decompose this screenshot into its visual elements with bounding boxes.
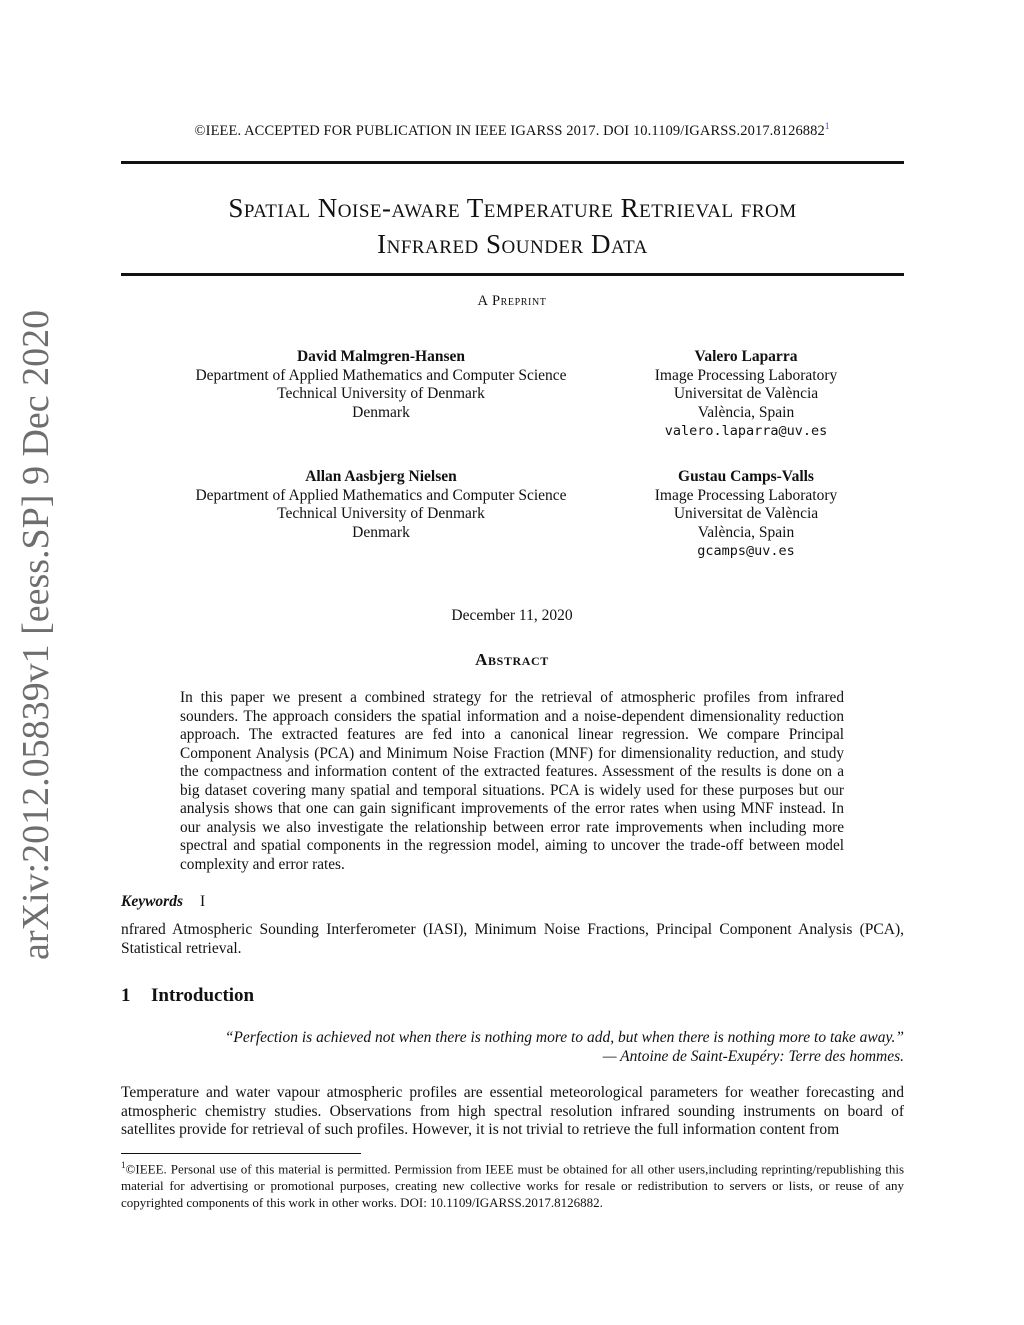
author-block-1: [171, 348, 591, 422]
footnote-rule: [121, 1153, 361, 1154]
publication-date: December 11, 2020: [451, 607, 573, 624]
section-number: 1: [121, 985, 131, 1006]
keywords-first-letter: I: [200, 893, 206, 910]
paper-title-line-2: Infrared Sounder Data: [377, 229, 648, 259]
author-email-link[interactable]: gcamps@uv.es: [697, 543, 795, 559]
intro-paragraph: Temperature and water vapour atmospheric profiles are essential meteorological parameters for weather forecasting and atmospheric chemistry studies. Observations from high spectral resolution infrared sounding instruments on board of satellites provide for retrieval of such profiles. However, it is not trivial to retrieve the full information content from: [121, 1084, 904, 1138]
author-name: Gustau Camps-Valls: [678, 468, 814, 485]
keywords-label: Keywords: [121, 893, 183, 910]
paper-title: [121, 190, 904, 262]
author-block-4: [616, 468, 876, 561]
footnote-mark: 1: [121, 1160, 126, 1170]
footnote-text: ©IEEE. Personal use of this material is permitted. Permission from IEEE must be obtained for all other users,including reprinting/republishing this material for advertising or promotional purposes, creating new collective works for resale or redistribution to servers or lists, or reuse of any copyrighted components of this work in other works. DOI: 10.1109/IGARSS.2017.8126882.: [121, 1161, 904, 1211]
preprint-label: A Preprint: [477, 293, 547, 309]
abstract-text: In this paper we present a combined strategy for the retrieval of atmospheric profiles from infrared sounders. The approach considers the spatial information and a noise-dependent dimensionality reduction approach. The extracted features are fed into a canonical linear regression. We compare Principal Component Analysis (PCA) and Minimum Noise Fraction (MNF) for dimensionality reduction, and study the compactness and information content of the extracted features. Assessment of the results is done on a big dataset covering many spatial and temporal situations. PCA is widely used for these purposes but our analysis shows that one can gain significant improvements of the error rates when using MNF instead. In our analysis we also investigate the relationship between error rate improvements when including more spectral and spatial components in the regression model, aiming to uncover the trade-off between model complexity and error rates.: [180, 689, 844, 873]
epigraph: [121, 1029, 904, 1066]
title-bottom-rule: [121, 273, 904, 276]
abstract-heading: Abstract: [475, 650, 549, 669]
author-institution: Universitat de València: [673, 505, 819, 522]
author-location: València, Spain: [697, 523, 795, 541]
running-header-text: ©IEEE. ACCEPTED FOR PUBLICATION IN IEEE IGARSS 2017. DOI 10.1109/IGARSS.2017.8126882: [194, 122, 825, 139]
author-location: Denmark: [352, 403, 410, 421]
author-institution: Technical University of Denmark: [277, 385, 485, 402]
author-institution: Technical University of Denmark: [277, 505, 485, 522]
epigraph-quote: “Perfection is achieved not when there is nothing more to add, but when there is nothing more to take away.”: [224, 1029, 904, 1046]
epigraph-attribution: — Antoine de Saint-Exupéry: Terre des hommes.: [602, 1047, 904, 1065]
author-email-link[interactable]: valero.laparra@uv.es: [664, 423, 828, 439]
author-block-2: [616, 348, 876, 441]
author-institution: Universitat de València: [673, 385, 819, 402]
author-department: Image Processing Laboratory: [654, 366, 838, 384]
author-name: David Malmgren-Hansen: [296, 348, 466, 365]
author-location: València, Spain: [697, 403, 795, 421]
title-top-rule: [121, 161, 904, 164]
author-name: Valero Laparra: [694, 348, 798, 365]
running-header: [0, 121, 1024, 140]
paper-title-line-1: Spatial Noise-aware Temperature Retrieval from: [228, 193, 797, 223]
section-heading-introduction: [121, 985, 254, 1007]
author-name: Allan Aasbjerg Nielsen: [305, 468, 457, 485]
author-block-3: [171, 468, 591, 542]
author-department: Department of Applied Mathematics and Computer Science: [195, 366, 567, 384]
author-location: Denmark: [352, 523, 410, 541]
arxiv-sidebar-stamp: arXiv:2012.05839v1 [eess.SP] 9 Dec 2020: [15, 309, 57, 960]
footnote: [121, 1157, 904, 1211]
author-department: Department of Applied Mathematics and Computer Science: [195, 486, 567, 504]
author-department: Image Processing Laboratory: [654, 486, 838, 504]
keywords-text: nfrared Atmospheric Sounding Interferometer (IASI), Minimum Noise Fractions, Principal Component Analysis (PCA), Statistical retrieval.: [121, 921, 904, 957]
section-title: Introduction: [151, 985, 255, 1006]
header-footnote-link[interactable]: 1: [824, 121, 830, 131]
